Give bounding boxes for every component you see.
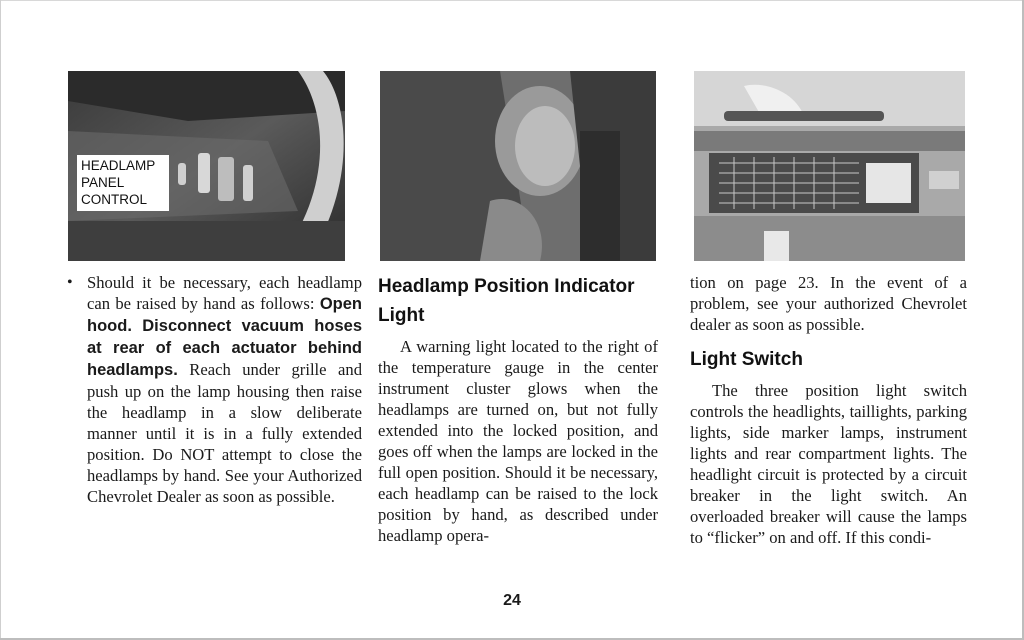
page-border-top (0, 0, 1024, 1)
col1-text-lead: Should it be necessary, each headlamp can be raised by hand as follows: (87, 273, 362, 313)
page-border-left (0, 0, 1, 640)
heading-light-switch: Light Switch (690, 349, 803, 370)
page-number: 24 (503, 592, 521, 609)
col1-text-bold: Open hood. Disconnect vacuum hoses at rear of each actuator behind headlamps. (87, 295, 362, 379)
column-1 (67, 272, 362, 507)
bullet: • (67, 274, 73, 291)
photo-grille-headlamp (694, 71, 965, 261)
col1-text-rest: Reach under grille and push up on the lamp housing then raise the headlamp in a slow deliberate manner until it is in a fully extended position. Do NOT attempt to close the headlamps by hand. See your Authorized Chevrolet Dealer as soon as possible. (87, 360, 362, 506)
col2-paragraph: A warning light located to the right of the temperature gauge in the center instrument cluster glows when the headlamps are turned on, but not fully extended into the locked position, and goes off when the lamps are locked in the full open position. Should it be necessary, each headlamp can be raised to the lock position by hand, as described under headlamp opera- (378, 337, 658, 545)
photo-label (77, 155, 169, 211)
photo-label-line: HEADLAMP (81, 158, 156, 173)
column-3 (690, 272, 967, 548)
column-2 (378, 272, 658, 546)
heading-headlamp-position-indicator: Headlamp Position Indicator Light (378, 276, 635, 326)
photo-label-line: CONTROL (81, 192, 148, 207)
photo-indicator-light (380, 71, 656, 261)
col3-paragraph: The three position light switch controls the headlights, taillights, parking lights, side marker lamps, instrument lights and rear compartment lights. The headlight circuit is protected by a circuit breaker in the light switch. An overloaded breaker will cause the lamps to “flicker” on and off. If this condi- (690, 381, 967, 547)
col3-continued-paragraph: tion on page 23. In the event of a problem, see your authorized Chevrolet dealer as soon as possible. (690, 273, 967, 334)
photo-label-line: PANEL (81, 175, 125, 190)
